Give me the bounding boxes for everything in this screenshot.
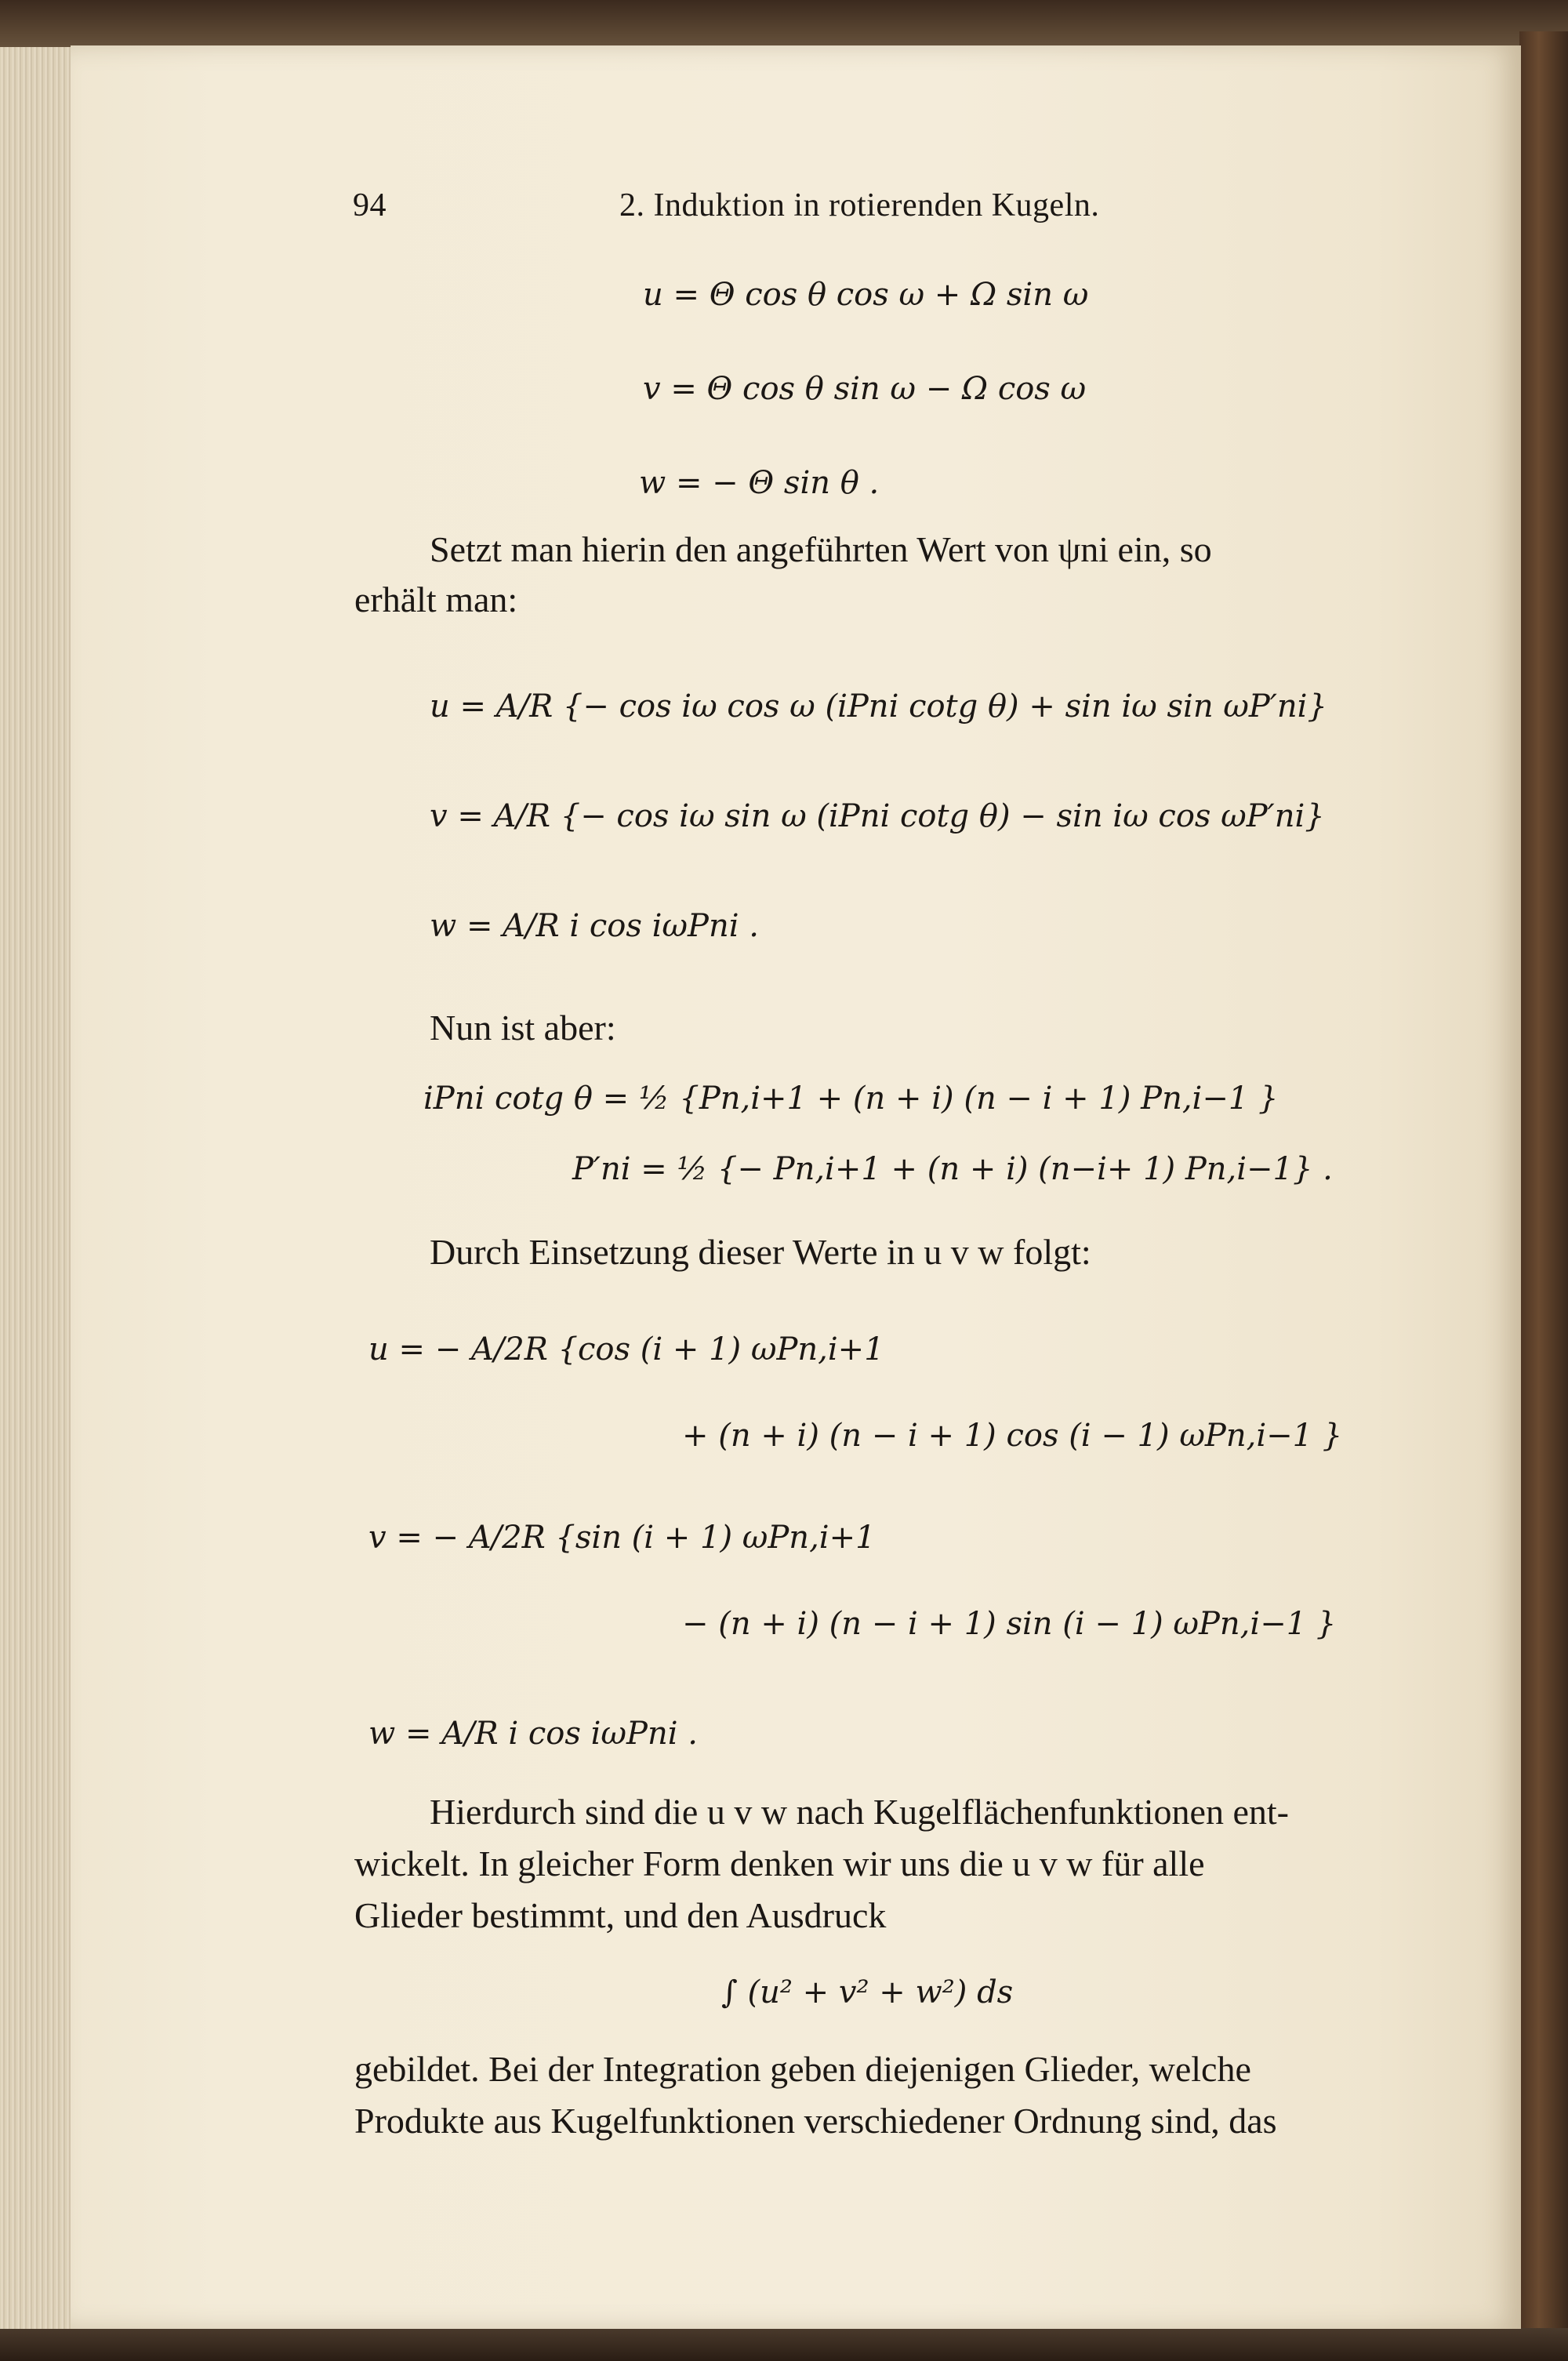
equation-u: u = Θ cos θ cos ω + Ω sin ω [643, 277, 1089, 313]
equation-v-final: v = − A/2R {sin (i + 1) ωPn,i+1 [368, 1520, 876, 1556]
equation-v-final-cont: − (n + i) (n − i + 1) sin (i − 1) ωPn,i−1 } [682, 1606, 1337, 1642]
book-cover-bottom [0, 2328, 1568, 2361]
equation-v: v = Θ cos θ sin ω − Ω cos ω [643, 371, 1087, 407]
equation-w-expanded: w = A/R i cos iωPni . [430, 908, 759, 944]
paragraph-line: erhält man: [354, 579, 518, 619]
equation-w: w = − Θ sin θ . [639, 465, 880, 501]
equation-w-final: w = A/R i cos iωPni . [368, 1716, 698, 1752]
paragraph-line: Produkte aus Kugelfunktionen verschiedener Ordnung sind, das [354, 2101, 1277, 2141]
equation-cotg: iPni cotg θ = ½ {Pn,i+1 + (n + i) (n − i + 1) Pn,i−1 } [423, 1081, 1279, 1117]
equation-u-final: u = − A/2R {cos (i + 1) ωPn,i+1 [368, 1331, 884, 1368]
equation-u-final-cont: + (n + i) (n − i + 1) cos (i − 1) ωPn,i−1 } [682, 1418, 1343, 1454]
equation-u-expanded: u = A/R {− cos iω cos ω (iPni cotg θ) + sin iω sin ωP′ni} [430, 688, 1327, 725]
paragraph-line: Setzt man hierin den angeführten Wert von ψni ein, so [430, 529, 1212, 569]
page-edges [0, 47, 74, 2329]
paragraph-line: wickelt. In gleicher Form denken wir uns die u v w für alle [354, 1843, 1205, 1883]
paragraph-line: Hierdurch sind die u v w nach Kugelflächenfunktionen ent- [430, 1792, 1289, 1832]
paragraph-line: Glieder bestimmt, und den Ausdruck [354, 1895, 887, 1935]
paragraph-line: Durch Einsetzung dieser Werte in u v w folgt: [430, 1232, 1091, 1272]
page-number: 94 [353, 187, 387, 223]
book-page [71, 45, 1521, 2329]
paragraph-line: Nun ist aber: [430, 1008, 616, 1048]
running-title: 2. Induktion in rotierenden Kugeln. [619, 187, 1100, 223]
equation-pprime: P′ni = ½ {− Pn,i+1 + (n + i) (n−i+ 1) Pn,i−1} . [572, 1151, 1333, 1187]
equation-integral: ∫ (u² + v² + w²) ds [721, 1974, 1014, 2010]
paragraph-line: gebildet. Bei der Integration geben diejenigen Glieder, welche [354, 2049, 1251, 2089]
book-cover-right [1519, 31, 1568, 2329]
equation-v-expanded: v = A/R {− cos iω sin ω (iPni cotg θ) − sin iω cos ωP′ni} [430, 798, 1325, 834]
